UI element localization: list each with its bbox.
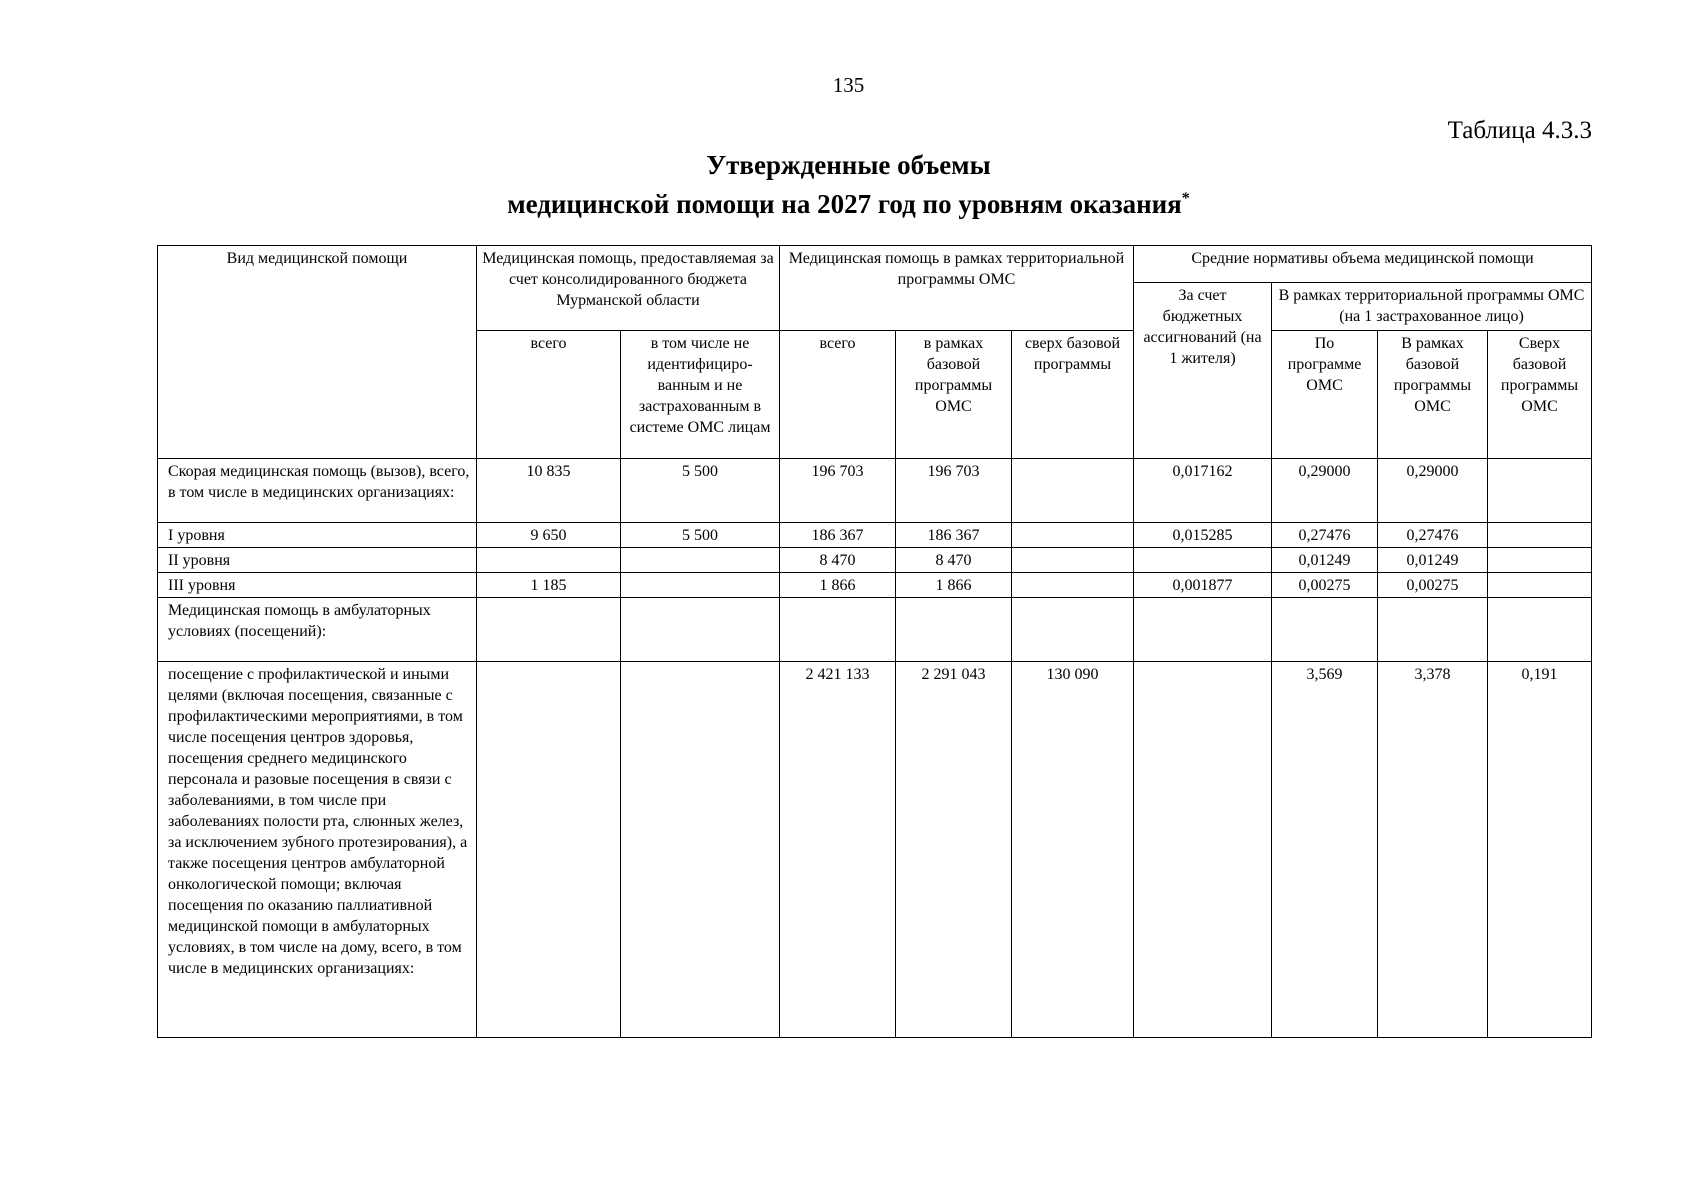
row-label: посещение с профилактической и иными целями (включая посещения, связанные с профилактическими мероприятиями, в том числе посещения центров здоровья, посещения среднего медицинского персонала и разовые посещения в связи с заболеваниями, в том числе при заболеваниях полости рта, слюнных желез, за исключением зубного протезирования), а также посещения центров амбулаторной онкологической помощи; включая посещения по оказанию паллиативной медицинской помощи в амбулаторных условиях, в том числе на дому, всего, в том числе в медицинских организациях: <box>158 662 477 1038</box>
cell-oms-base: 8 470 <box>896 548 1012 573</box>
cell-norm-oms-over <box>1488 548 1592 573</box>
cell-budget-total: 1 185 <box>477 573 621 598</box>
cell-oms-total: 2 421 133 <box>780 662 896 1038</box>
cell-norm-budget: 0,001877 <box>1134 573 1272 598</box>
header-oms-over: сверх базовой программы <box>1012 331 1134 459</box>
cell-norm-oms-prog: 3,569 <box>1272 662 1378 1038</box>
cell-norm-oms-prog <box>1272 598 1378 662</box>
cell-budget-uninsured <box>621 598 780 662</box>
header-budget-uninsured: в том числе не идентифициро-ванным и не застрахованным в системе ОМС лицам <box>621 331 780 459</box>
header-row-1 <box>158 246 1592 283</box>
header-norm-oms-over: Сверх базовой программы ОМС <box>1488 331 1592 459</box>
cell-norm-oms-prog: 0,27476 <box>1272 523 1378 548</box>
header-norm-oms-group: В рамках территориальной программы ОМС (на 1 застрахованное лицо) <box>1272 283 1592 331</box>
header-oms-group: Медицинская помощь в рамках территориальной программы ОМС <box>780 246 1134 331</box>
row-label: I уровня <box>158 523 477 548</box>
cell-budget-uninsured: 5 500 <box>621 523 780 548</box>
cell-norm-oms-base <box>1378 598 1488 662</box>
header-oms-base: в рамках базовой программы ОМС <box>896 331 1012 459</box>
cell-budget-uninsured <box>621 662 780 1038</box>
cell-norm-oms-over: 0,191 <box>1488 662 1592 1038</box>
row-label: Медицинская помощь в амбулаторных условиях (посещений): <box>158 598 477 662</box>
table-row <box>158 548 1592 573</box>
cell-budget-uninsured <box>621 548 780 573</box>
header-norm-budget: За счет бюджетных ассигнований (на 1 жителя) <box>1134 283 1272 459</box>
cell-budget-total <box>477 662 621 1038</box>
header-norm-oms-prog: По программе ОМС <box>1272 331 1378 459</box>
cell-norm-oms-base: 0,01249 <box>1378 548 1488 573</box>
row-label: Скорая медицинская помощь (вызов), всего, в том числе в медицинских организациях: <box>158 459 477 523</box>
cell-norm-oms-prog: 0,29000 <box>1272 459 1378 523</box>
cell-budget-total <box>477 548 621 573</box>
cell-norm-oms-over <box>1488 573 1592 598</box>
cell-norm-oms-base: 0,27476 <box>1378 523 1488 548</box>
cell-norm-oms-over <box>1488 459 1592 523</box>
cell-oms-over <box>1012 523 1134 548</box>
cell-norm-budget <box>1134 662 1272 1038</box>
cell-budget-uninsured: 5 500 <box>621 459 780 523</box>
table-row <box>158 523 1592 548</box>
cell-oms-over <box>1012 598 1134 662</box>
cell-budget-total: 10 835 <box>477 459 621 523</box>
header-budget-group: Медицинская помощь, предоставляемая за счет консолидированного бюджета Мурманской области <box>477 246 780 331</box>
row-label: III уровня <box>158 573 477 598</box>
title-line-2 <box>0 182 1697 221</box>
cell-norm-oms-base: 0,29000 <box>1378 459 1488 523</box>
cell-oms-base <box>896 598 1012 662</box>
document-title <box>0 148 1697 221</box>
cell-oms-over <box>1012 573 1134 598</box>
cell-norm-oms-over <box>1488 598 1592 662</box>
cell-oms-total: 8 470 <box>780 548 896 573</box>
cell-budget-uninsured <box>621 573 780 598</box>
cell-norm-budget <box>1134 548 1272 573</box>
table-label: Таблица 4.3.3 <box>1447 117 1592 144</box>
cell-norm-budget: 0,017162 <box>1134 459 1272 523</box>
title-line-1: Утвержденные объемы <box>706 150 991 180</box>
cell-norm-budget: 0,015285 <box>1134 523 1272 548</box>
header-budget-total: всего <box>477 331 621 459</box>
table-row <box>158 459 1592 523</box>
page-number: 135 <box>832 73 865 97</box>
table-row <box>158 598 1592 662</box>
cell-budget-total <box>477 598 621 662</box>
cell-oms-base: 186 367 <box>896 523 1012 548</box>
footnote-mark: * <box>1181 190 1190 207</box>
cell-oms-total: 196 703 <box>780 459 896 523</box>
cell-norm-oms-base: 0,00275 <box>1378 573 1488 598</box>
cell-norm-budget <box>1134 598 1272 662</box>
cell-oms-base: 1 866 <box>896 573 1012 598</box>
cell-oms-total: 186 367 <box>780 523 896 548</box>
cell-oms-over <box>1012 459 1134 523</box>
cell-oms-over <box>1012 548 1134 573</box>
cell-oms-total <box>780 598 896 662</box>
cell-norm-oms-prog: 0,01249 <box>1272 548 1378 573</box>
header-norm-group: Средние нормативы объема медицинской помощи <box>1134 246 1592 283</box>
title-line-2-text: медицинской помощи на 2027 год по уровням оказания <box>507 189 1182 219</box>
volumes-table <box>157 245 1592 1038</box>
cell-norm-oms-base: 3,378 <box>1378 662 1488 1038</box>
cell-budget-total: 9 650 <box>477 523 621 548</box>
cell-oms-over: 130 090 <box>1012 662 1134 1038</box>
table-row <box>158 662 1592 1038</box>
header-oms-total: всего <box>780 331 896 459</box>
row-label: II уровня <box>158 548 477 573</box>
table-row <box>158 573 1592 598</box>
cell-oms-total: 1 866 <box>780 573 896 598</box>
header-norm-oms-base: В рамках базовой программы ОМС <box>1378 331 1488 459</box>
header-kind: Вид медицинской помощи <box>158 246 477 459</box>
cell-oms-base: 196 703 <box>896 459 1012 523</box>
cell-oms-base: 2 291 043 <box>896 662 1012 1038</box>
cell-norm-oms-prog: 0,00275 <box>1272 573 1378 598</box>
cell-norm-oms-over <box>1488 523 1592 548</box>
